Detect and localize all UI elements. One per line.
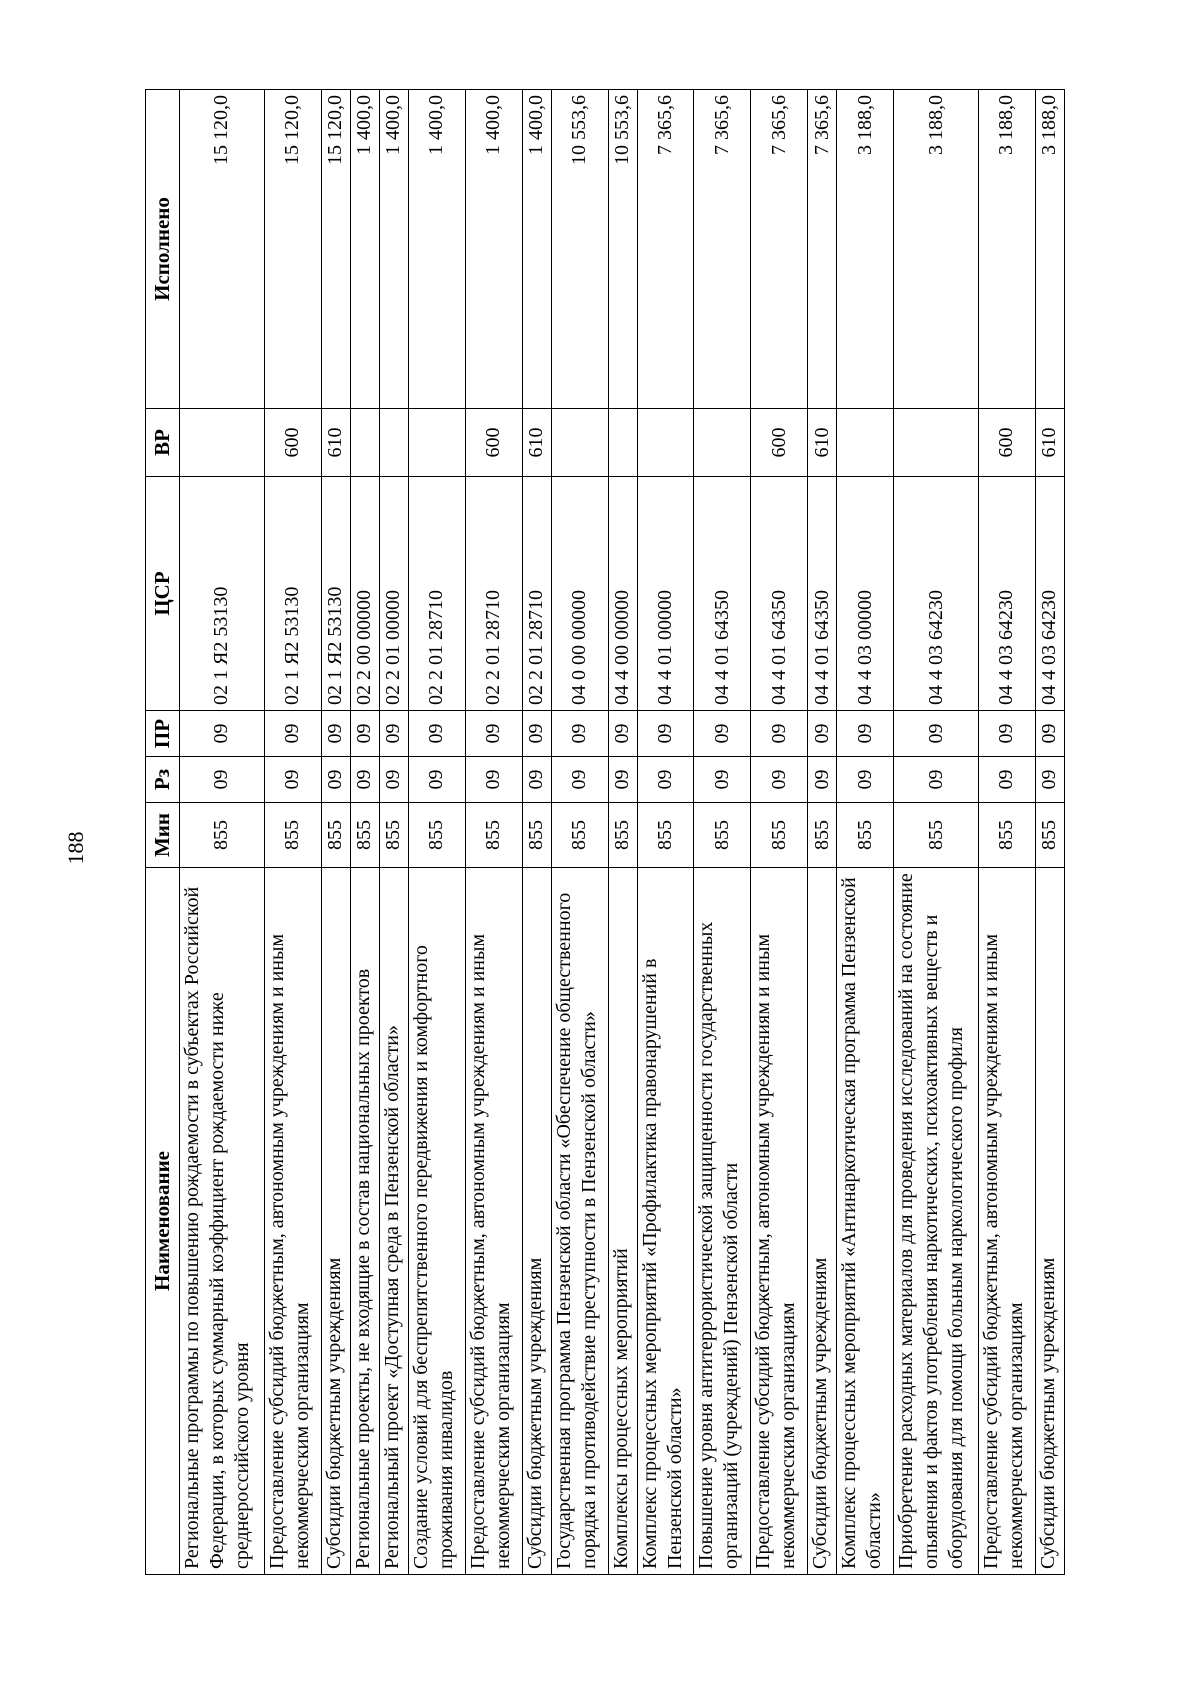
header-rz: Рз bbox=[146, 757, 180, 803]
cell-name: Комплексы процессных мероприятий bbox=[608, 868, 637, 1575]
cell-executed: 1 400,0 bbox=[379, 90, 408, 409]
cell-pr: 09 bbox=[751, 711, 808, 757]
cell-vr bbox=[350, 409, 379, 477]
header-min: Мин bbox=[146, 803, 180, 868]
cell-rz: 09 bbox=[637, 757, 694, 803]
table-row bbox=[522, 90, 551, 1575]
table-row bbox=[608, 90, 637, 1575]
cell-csr: 04 4 03 64230 bbox=[894, 477, 979, 711]
cell-executed: 3 188,0 bbox=[894, 90, 979, 409]
cell-pr: 09 bbox=[350, 711, 379, 757]
table-row bbox=[751, 90, 808, 1575]
cell-name: Субсидии бюджетным учреждениям bbox=[808, 868, 837, 1575]
cell-csr: 04 4 03 64230 bbox=[978, 477, 1035, 711]
cell-pr: 09 bbox=[551, 711, 608, 757]
cell-name: Предоставление субсидий бюджетным, автономным учреждениям и иным некоммерческим организациям bbox=[264, 868, 321, 1575]
table-row bbox=[551, 90, 608, 1575]
cell-vr bbox=[694, 409, 751, 477]
cell-pr: 09 bbox=[180, 711, 265, 757]
cell-rz: 09 bbox=[321, 757, 350, 803]
cell-vr: 600 bbox=[264, 409, 321, 477]
cell-pr: 09 bbox=[264, 711, 321, 757]
cell-vr bbox=[551, 409, 608, 477]
header-csr: ЦСР bbox=[146, 477, 180, 711]
cell-min: 855 bbox=[551, 803, 608, 868]
cell-vr: 610 bbox=[1035, 409, 1064, 477]
cell-min: 855 bbox=[837, 803, 894, 868]
cell-name: Приобретение расходных материалов для проведения исследований на состояние опьянения и фактов употребления наркотических, психоактивных веществ и оборудования для помощи больным наркологического профиля bbox=[894, 868, 979, 1575]
table-row bbox=[408, 90, 465, 1575]
cell-csr: 04 4 01 00000 bbox=[637, 477, 694, 711]
cell-pr: 09 bbox=[894, 711, 979, 757]
cell-csr: 04 4 01 64350 bbox=[694, 477, 751, 711]
cell-name: Создание условий для беспрепятственного передвижения и комфортного проживания инвалидов bbox=[408, 868, 465, 1575]
cell-name: Региональный проект «Доступная среда в Пензенской области» bbox=[379, 868, 408, 1575]
cell-executed: 3 188,0 bbox=[1035, 90, 1064, 409]
cell-rz: 09 bbox=[465, 757, 522, 803]
cell-vr bbox=[894, 409, 979, 477]
cell-csr: 02 1 Я2 53130 bbox=[264, 477, 321, 711]
cell-vr bbox=[180, 409, 265, 477]
cell-min: 855 bbox=[694, 803, 751, 868]
table-row bbox=[1035, 90, 1064, 1575]
table-body bbox=[180, 90, 1065, 1575]
table-row bbox=[321, 90, 350, 1575]
table-row bbox=[350, 90, 379, 1575]
cell-pr: 09 bbox=[1035, 711, 1064, 757]
cell-name: Региональные программы по повышению рождаемости в субъектах Российской Федерации, в которых суммарный коэффициент рождаемости ниже среднероссийского уровня bbox=[180, 868, 265, 1575]
cell-csr: 02 2 01 28710 bbox=[408, 477, 465, 711]
rotated-table-container bbox=[145, 90, 1065, 1575]
cell-pr: 09 bbox=[522, 711, 551, 757]
cell-vr: 610 bbox=[321, 409, 350, 477]
cell-pr: 09 bbox=[694, 711, 751, 757]
cell-name: Предоставление субсидий бюджетным, автономным учреждениям и иным некоммерческим организациям bbox=[978, 868, 1035, 1575]
header-executed: Исполнено bbox=[146, 90, 180, 409]
header-pr: ПР bbox=[146, 711, 180, 757]
cell-pr: 09 bbox=[837, 711, 894, 757]
cell-executed: 3 188,0 bbox=[837, 90, 894, 409]
table-row bbox=[978, 90, 1035, 1575]
cell-rz: 09 bbox=[180, 757, 265, 803]
table-row bbox=[808, 90, 837, 1575]
cell-executed: 1 400,0 bbox=[465, 90, 522, 409]
table-row bbox=[180, 90, 265, 1575]
table-row bbox=[465, 90, 522, 1575]
cell-executed: 7 365,6 bbox=[808, 90, 837, 409]
cell-pr: 09 bbox=[978, 711, 1035, 757]
cell-pr: 09 bbox=[608, 711, 637, 757]
cell-rz: 09 bbox=[894, 757, 979, 803]
cell-csr: 04 4 03 64230 bbox=[1035, 477, 1064, 711]
cell-vr: 610 bbox=[522, 409, 551, 477]
cell-rz: 09 bbox=[978, 757, 1035, 803]
cell-rz: 09 bbox=[837, 757, 894, 803]
cell-executed: 7 365,6 bbox=[637, 90, 694, 409]
cell-vr bbox=[608, 409, 637, 477]
cell-rz: 09 bbox=[379, 757, 408, 803]
cell-min: 855 bbox=[751, 803, 808, 868]
cell-executed: 1 400,0 bbox=[350, 90, 379, 409]
cell-rz: 09 bbox=[408, 757, 465, 803]
header-vr: ВР bbox=[146, 409, 180, 477]
cell-executed: 3 188,0 bbox=[978, 90, 1035, 409]
cell-csr: 04 4 00 00000 bbox=[608, 477, 637, 711]
cell-min: 855 bbox=[608, 803, 637, 868]
cell-pr: 09 bbox=[379, 711, 408, 757]
cell-vr: 610 bbox=[808, 409, 837, 477]
cell-executed: 7 365,6 bbox=[751, 90, 808, 409]
cell-rz: 09 bbox=[694, 757, 751, 803]
cell-pr: 09 bbox=[321, 711, 350, 757]
cell-min: 855 bbox=[465, 803, 522, 868]
cell-executed: 7 365,6 bbox=[694, 90, 751, 409]
cell-name: Комплекс процессных мероприятий «Антинаркотическая программа Пензенской области» bbox=[837, 868, 894, 1575]
cell-min: 855 bbox=[350, 803, 379, 868]
cell-min: 855 bbox=[637, 803, 694, 868]
header-name: Наименование bbox=[146, 868, 180, 1575]
cell-name: Комплекс процессных мероприятий «Профилактика правонарушений в Пензенской области» bbox=[637, 868, 694, 1575]
cell-rz: 09 bbox=[350, 757, 379, 803]
cell-rz: 09 bbox=[608, 757, 637, 803]
cell-vr bbox=[837, 409, 894, 477]
table-row bbox=[894, 90, 979, 1575]
table-row bbox=[694, 90, 751, 1575]
cell-name: Предоставление субсидий бюджетным, автономным учреждениям и иным некоммерческим организациям bbox=[751, 868, 808, 1575]
cell-pr: 09 bbox=[637, 711, 694, 757]
cell-min: 855 bbox=[408, 803, 465, 868]
cell-min: 855 bbox=[264, 803, 321, 868]
table-row bbox=[637, 90, 694, 1575]
cell-name: Предоставление субсидий бюджетным, автономным учреждениям и иным некоммерческим организациям bbox=[465, 868, 522, 1575]
cell-name: Государственная программа Пензенской области «Обеспечение общественного порядка и противодействие преступности в Пензенской области» bbox=[551, 868, 608, 1575]
cell-csr: 04 4 03 00000 bbox=[837, 477, 894, 711]
cell-rz: 09 bbox=[751, 757, 808, 803]
table-header-row bbox=[146, 90, 180, 1575]
cell-min: 855 bbox=[894, 803, 979, 868]
cell-min: 855 bbox=[180, 803, 265, 868]
cell-name: Субсидии бюджетным учреждениям bbox=[1035, 868, 1064, 1575]
budget-table bbox=[145, 89, 1065, 1575]
cell-vr: 600 bbox=[978, 409, 1035, 477]
cell-vr: 600 bbox=[751, 409, 808, 477]
cell-executed: 15 120,0 bbox=[264, 90, 321, 409]
cell-csr: 02 1 Я2 53130 bbox=[321, 477, 350, 711]
cell-min: 855 bbox=[522, 803, 551, 868]
cell-rz: 09 bbox=[264, 757, 321, 803]
cell-min: 855 bbox=[978, 803, 1035, 868]
cell-executed: 15 120,0 bbox=[180, 90, 265, 409]
cell-pr: 09 bbox=[808, 711, 837, 757]
cell-csr: 02 2 00 00000 bbox=[350, 477, 379, 711]
cell-csr: 02 2 01 28710 bbox=[465, 477, 522, 711]
cell-min: 855 bbox=[379, 803, 408, 868]
table-row bbox=[837, 90, 894, 1575]
cell-rz: 09 bbox=[522, 757, 551, 803]
table-row bbox=[379, 90, 408, 1575]
cell-rz: 09 bbox=[551, 757, 608, 803]
cell-name: Субсидии бюджетным учреждениям bbox=[522, 868, 551, 1575]
cell-name: Субсидии бюджетным учреждениям bbox=[321, 868, 350, 1575]
cell-executed: 1 400,0 bbox=[522, 90, 551, 409]
cell-executed: 1 400,0 bbox=[408, 90, 465, 409]
cell-executed: 10 553,6 bbox=[551, 90, 608, 409]
cell-min: 855 bbox=[321, 803, 350, 868]
cell-csr: 04 4 01 64350 bbox=[751, 477, 808, 711]
cell-pr: 09 bbox=[408, 711, 465, 757]
cell-csr: 04 4 01 64350 bbox=[808, 477, 837, 711]
cell-vr: 600 bbox=[465, 409, 522, 477]
cell-csr: 02 2 01 28710 bbox=[522, 477, 551, 711]
cell-rz: 09 bbox=[808, 757, 837, 803]
cell-pr: 09 bbox=[465, 711, 522, 757]
cell-executed: 10 553,6 bbox=[608, 90, 637, 409]
cell-vr bbox=[379, 409, 408, 477]
cell-vr bbox=[637, 409, 694, 477]
table-row bbox=[264, 90, 321, 1575]
cell-csr: 02 2 01 00000 bbox=[379, 477, 408, 711]
cell-name: Региональные проекты, не входящие в состав национальных проектов bbox=[350, 868, 379, 1575]
cell-executed: 15 120,0 bbox=[321, 90, 350, 409]
cell-vr bbox=[408, 409, 465, 477]
page-number: 188 bbox=[63, 831, 88, 865]
cell-rz: 09 bbox=[1035, 757, 1064, 803]
cell-min: 855 bbox=[808, 803, 837, 868]
cell-csr: 02 1 Я2 53130 bbox=[180, 477, 265, 711]
cell-csr: 04 0 00 00000 bbox=[551, 477, 608, 711]
cell-name: Повышение уровня антитеррористической защищенности государственных организаций (учреждений) Пензенской области bbox=[694, 868, 751, 1575]
cell-min: 855 bbox=[1035, 803, 1064, 868]
